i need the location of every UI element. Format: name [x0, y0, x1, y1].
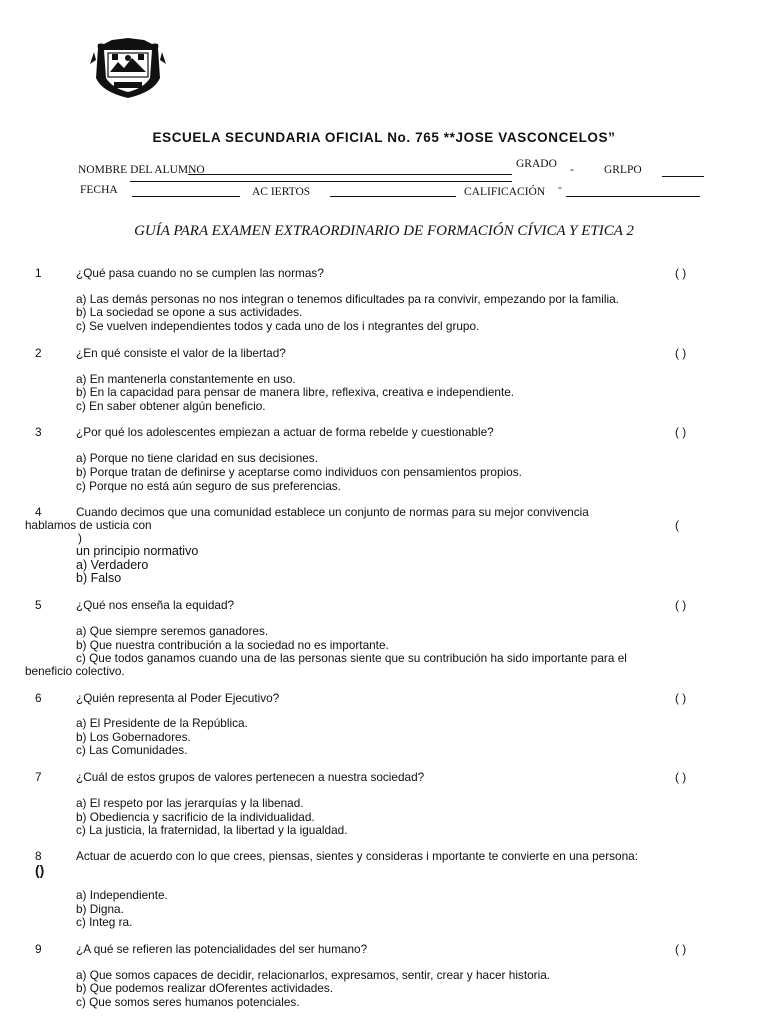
question-text: ¿Qué pasa cuando no se cumplen las normas? — [76, 266, 324, 280]
grade-score-label: CALIFICACIÓN — [464, 186, 546, 198]
option-b: b) En la capacidad para pensar de manera libre, reflexiva, creativa e independiente. — [76, 385, 515, 399]
option-a: a) Las demás personas no nos integran o tenemos dificultades pa ra convivir, empezando por la familia. — [76, 292, 619, 306]
option-c: c) Se vuelven independientes todos y cada uno de los i ntegrantes del grupo. — [76, 319, 480, 333]
question-number: 3 — [35, 425, 42, 439]
option-c: c) En saber obtener algún beneficio. — [76, 399, 266, 413]
option-c: c) Integ ra. — [76, 915, 133, 929]
question-text: Cuando decimos que una comunidad establece un conjunto de normas para su mejor convivencia — [76, 505, 589, 519]
answer-box[interactable]: ( ) — [675, 942, 687, 956]
answer-box[interactable]: ( ) — [675, 598, 687, 612]
question-text: ¿Por qué los adolescentes empiezan a actuar de forma rebelde y cuestionable? — [76, 425, 494, 439]
student-name-label: NOMBRE DEL ALUMNO — [78, 164, 205, 176]
option-b: b) Obediencia y sacrificio de la individualidad. — [76, 810, 315, 824]
group-label: GRLPO — [604, 164, 642, 176]
option-b: b) Porque tratan de definirse y aceptarse como individuos con pensamientos propios. — [76, 465, 522, 479]
school-coat-of-arms-logo — [88, 38, 168, 100]
option-b: b) Falso — [76, 571, 122, 585]
question-number: 8 — [35, 849, 42, 863]
question-number: 9 — [35, 942, 42, 956]
grade-score-field[interactable] — [566, 196, 700, 197]
question-number: 5 — [35, 598, 42, 612]
school-name: ESCUELA SECUNDARIA OFICIAL No. 765 **JOSE VASCONCELOS” — [152, 130, 616, 145]
answer-box-open[interactable]: ( — [675, 518, 679, 532]
answer-box[interactable]: ( ) — [675, 346, 687, 360]
question-text: ¿Quién representa al Poder Ejecutivo? — [76, 691, 280, 705]
option-a: a) Porque no tiene claridad en sus decisiones. — [76, 451, 318, 465]
question-text: ¿Cuál de estos grupos de valores pertenecen a nuestra sociedad? — [76, 770, 425, 784]
question-text: ¿A qué se refieren las potencialidades del ser humano? — [76, 942, 368, 956]
group-field[interactable] — [662, 176, 704, 177]
option-c: c) Que somos seres humanos potenciales. — [76, 995, 300, 1009]
option-c: c) Las Comunidades. — [76, 743, 188, 757]
question-text-continued: un principio normativo — [76, 544, 199, 558]
option-a: a) Que siempre seremos ganadores. — [76, 624, 269, 638]
option-a: a) El Presidente de la República. — [76, 716, 248, 730]
exam-guide-title: GUÍA PARA EXAMEN EXTRAORDINARIO DE FORMACIÓN CÍVICA Y ETICA 2 — [134, 223, 634, 239]
answer-box[interactable]: ( ) — [675, 425, 687, 439]
grade-score-dash: - — [558, 182, 562, 194]
option-b: b) Los Gobernadores. — [76, 730, 191, 744]
question-number: 7 — [35, 770, 42, 784]
answer-box[interactable]: ( ) — [675, 691, 687, 705]
answer-box[interactable]: ( ) — [675, 770, 687, 784]
option-c: c) Porque no está aún seguro de sus preferencias. — [76, 479, 341, 493]
option-a: a) Verdadero — [76, 558, 149, 572]
question-number: 2 — [35, 346, 42, 360]
option-c: c) Que todos ganamos cuando una de las personas siente que su contribución ha sido importante para el — [76, 651, 627, 665]
answer-box[interactable]: ( ) — [675, 266, 687, 280]
option-b: b) Que nuestra contribución a la sociedad no es importante. — [76, 638, 389, 652]
option-a: a) Independiente. — [76, 888, 168, 902]
correct-answers-field[interactable] — [330, 196, 456, 197]
question-number: 4 — [35, 505, 42, 519]
correct-answers-label: AC IERTOS — [252, 186, 311, 198]
grade-dash: - — [570, 164, 574, 176]
date-field[interactable] — [132, 196, 240, 197]
name-underline-extension — [130, 181, 512, 182]
option-a: a) El respeto por las jerarquías y la libenad. — [76, 796, 304, 810]
question-text-continued: hablamos de usticia con — [25, 518, 152, 532]
option-b: b) Que podemos realizar dOferentes actividades. — [76, 981, 334, 995]
answer-box[interactable]: () — [35, 862, 45, 878]
question-number: 1 — [35, 266, 42, 280]
option-a: a) En mantenerla constantemente en uso. — [76, 372, 296, 386]
question-text: Actuar de acuerdo con lo que crees, piensas, sientes y consideras i mportante te convierte en una persona: — [76, 849, 638, 863]
option-a: a) Que somos capaces de decidir, relacionarlos, expresamos, sentir, crear y hacer historia. — [76, 968, 551, 982]
question-number: 6 — [35, 691, 42, 705]
question-text: ¿En qué consiste el valor de la libertad? — [76, 346, 286, 360]
option-c: c) La justicia, la fraternidad, la libertad y la igualdad. — [76, 823, 348, 837]
student-name-field[interactable] — [188, 174, 512, 175]
question-text: ¿Qué nos enseña la equidad? — [76, 598, 235, 612]
option-c-continued: beneficio colectivo. — [25, 664, 125, 678]
grade-label: GRADO — [516, 158, 557, 170]
date-label: FECHA — [80, 184, 118, 196]
answer-box-close[interactable]: ) — [78, 531, 82, 545]
option-b: b) La sociedad se opone a sus actividades. — [76, 305, 303, 319]
option-b: b) Digna. — [76, 902, 124, 916]
